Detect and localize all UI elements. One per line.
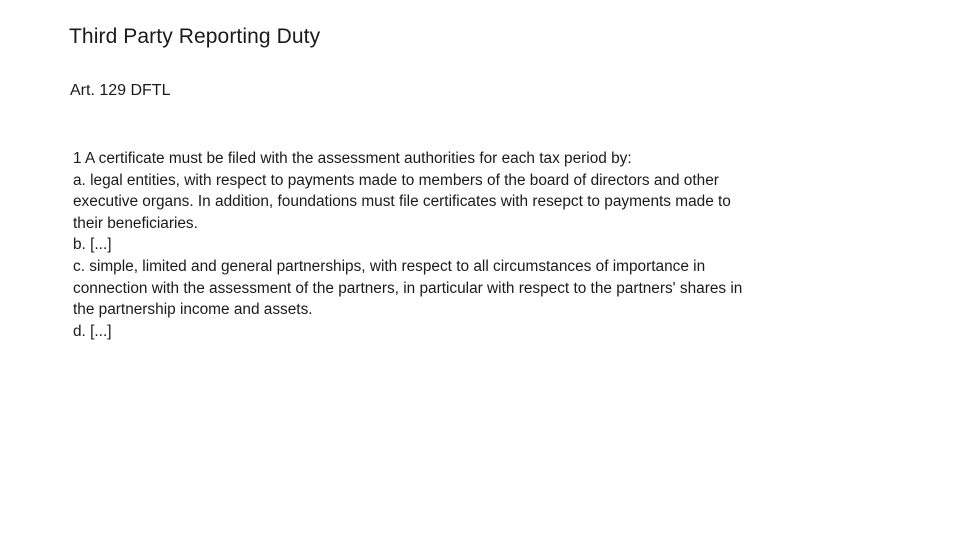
body-line: their beneficiaries. bbox=[73, 214, 198, 232]
body-line: a. legal entities, with respect to payments made to members of the board of directors and other bbox=[73, 171, 719, 189]
body-line: d. [...] bbox=[73, 322, 112, 340]
body-line: connection with the assessment of the partners, in particular with respect to the partners' shares in bbox=[73, 279, 743, 297]
body-line: 1 A certificate must be filed with the assessment authorities for each tax period by: bbox=[73, 150, 632, 167]
slide-title: Third Party Reporting Duty bbox=[69, 25, 321, 48]
body-line: b. [...] bbox=[73, 236, 112, 254]
slide-subtitle: Art. 129 DFTL bbox=[70, 82, 171, 99]
body-line: the partnership income and assets. bbox=[73, 301, 313, 319]
slide-body bbox=[73, 148, 893, 342]
body-line: executive organs. In addition, foundations must file certificates with resepct to payments made to bbox=[73, 193, 731, 211]
body-line: c. simple, limited and general partnerships, with respect to all circumstances of importance in bbox=[73, 257, 706, 275]
